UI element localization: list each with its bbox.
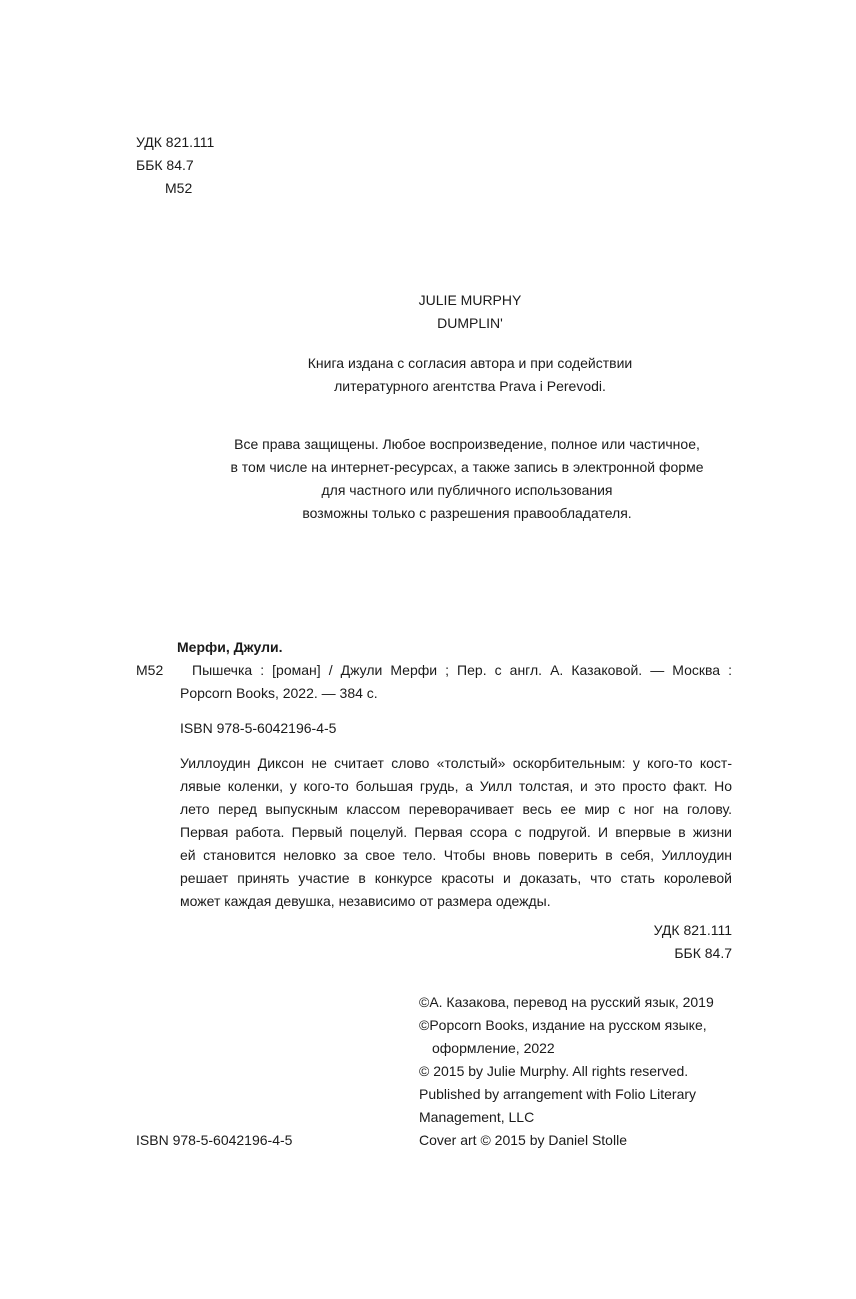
copyright-line: ©А. Казакова, перевод на русский язык, 2019 — [419, 994, 714, 1010]
rights-line: Все права защищены. Любое воспроизведение, полное или частичное, — [234, 436, 700, 452]
catalog-isbn: ISBN 978-5-6042196-4-5 — [180, 720, 337, 736]
annotation-line: лявые коленки, у кого-то большая грудь, а Уилл толстая, и это просто факт. Но — [180, 778, 732, 794]
udk-bottom: УДК 821.111 — [653, 922, 732, 938]
copyright-line: Published by arrangement with Folio Literary — [419, 1086, 697, 1102]
annotation-line: Первая работа. Первый поцелуй. Первая ссора с подругой. И впервые в жизни — [180, 824, 732, 840]
agreement-line: литературного агентства Prava i Perevodi. — [334, 378, 606, 394]
udk-top: УДК 821.111 — [136, 134, 215, 150]
catalog-mark: М52 — [136, 662, 164, 678]
annotation-line: может каждая девушка, независимо от размера одежды. — [180, 893, 551, 909]
bbk-bottom: ББК 84.7 — [674, 945, 732, 961]
original-title: DUMPLIN' — [437, 315, 503, 331]
annotation-line: Уиллоудин Диксон не считает слово «толстый» оскорбительным: у кого-то кост- — [180, 755, 732, 771]
copyright-line: оформление, 2022 — [432, 1040, 555, 1056]
original-author: JULIE MURPHY — [418, 292, 522, 308]
catalog-heading: Мерфи, Джули. — [177, 639, 283, 655]
annotation-line: ей становится неловко за свое тело. Чтобы вновь поверить в себя, Уиллоудин — [180, 847, 732, 863]
annotation-line: решает принять участие в конкурсе красоты и доказать, что стать королевой — [180, 870, 732, 886]
copyright-line: Cover art © 2015 by Daniel Stolle — [419, 1132, 627, 1148]
catalog-entry-line: Popcorn Books, 2022. — 384 с. — [180, 685, 378, 701]
agreement-line: Книга издана с согласия автора и при содействии — [307, 355, 633, 371]
annotation-line: лето перед выпускным классом переворачивает весь ее мир с ног на голову. — [180, 801, 732, 817]
catalog-entry-line: Пышечка : [роман] / Джули Мерфи ; Пер. с англ. А. Казаковой. — Москва : — [192, 662, 732, 678]
rights-line: в том числе на интернет-ресурсах, а также запись в электронной форме — [230, 459, 704, 475]
bbk-top: ББК 84.7 — [136, 157, 194, 173]
copyright-line: ©Popcorn Books, издание на русском языке, — [419, 1017, 707, 1033]
rights-line: возможны только с разрешения правообладателя. — [302, 505, 632, 521]
copyright-line: Management, LLC — [419, 1109, 535, 1125]
isbn-bottom: ISBN 978-5-6042196-4-5 — [136, 1132, 293, 1148]
rights-line: для частного или публичного использования — [321, 482, 613, 498]
author-mark-top: М52 — [165, 180, 193, 196]
copyright-line: © 2015 by Julie Murphy. All rights reserved. — [419, 1063, 689, 1079]
